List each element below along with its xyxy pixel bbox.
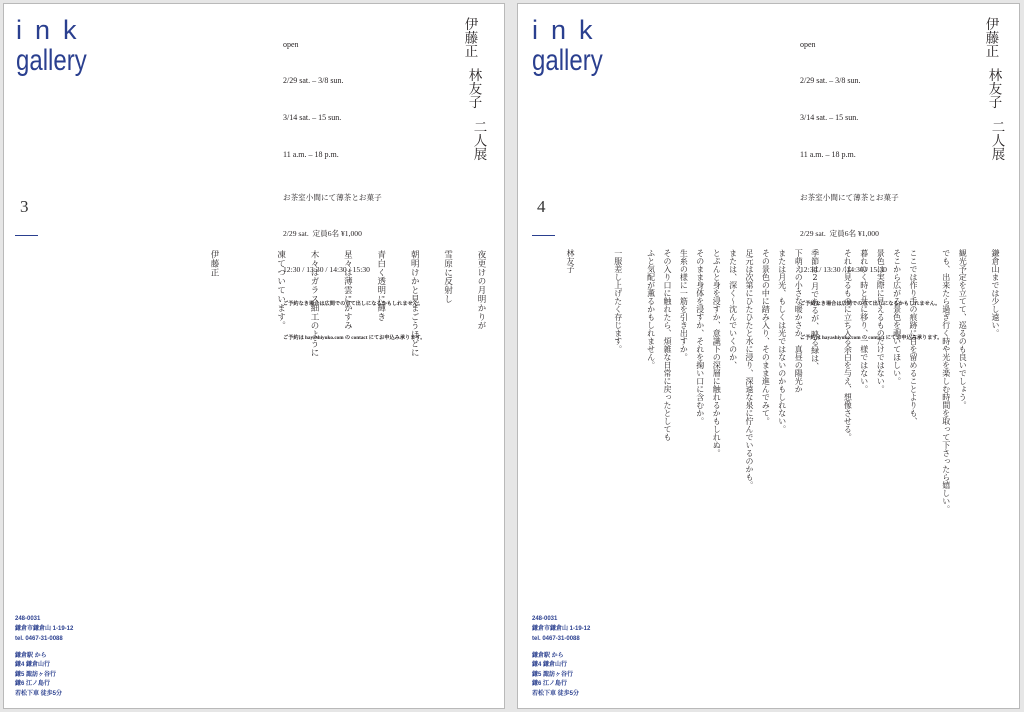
tea-note-1: ご予約なき場合は広間での点て出しになるかもしれません。 xyxy=(800,301,941,308)
essay-line: ふと気配が薫るかもしれません。 xyxy=(646,249,656,369)
title-label: 二人展 xyxy=(988,120,1005,161)
poem-line: 木々はガラス細工のように xyxy=(309,250,319,357)
poem-line: 夜更けの月明かりが xyxy=(476,250,486,331)
exhibition-info xyxy=(283,14,425,367)
essay-line: とぷんと身を浸すか、意識下の深層に触れるかもしれぬ。 xyxy=(712,249,722,457)
address-block xyxy=(15,615,73,699)
title-artist-2: 林友子 xyxy=(985,68,1002,109)
title-artist-2: 林友子 xyxy=(465,68,482,109)
poem-line: 星々は薄雲にかすみ xyxy=(342,250,353,331)
access-line: 鎌5 諏訪ヶ谷行 xyxy=(532,671,574,678)
tea-times: 12:30 / 13:30 / 14:30 / 15:30 xyxy=(800,265,887,275)
essay-line: ここでは作り手の痕跡に目を留めることよりも、 xyxy=(909,249,918,425)
street-address: 鎌倉市鎌倉山 1-19-12 xyxy=(532,625,591,632)
page-number: 4 xyxy=(537,197,546,216)
page-number-rule xyxy=(532,235,555,236)
postal-code: 248-0031 xyxy=(15,616,41,622)
essay-line: 下萌えの小さな暖かさか、真昼の陽光か xyxy=(794,249,804,393)
tea-title: お茶室小間にて薄茶とお菓子 xyxy=(800,192,899,202)
tea-detail: 2/29 sat. 定員6名 ¥1,000 xyxy=(283,228,362,238)
street-address: 鎌倉市鎌倉山 1-19-12 xyxy=(15,625,74,632)
title-artist-1: 伊藤正 xyxy=(982,17,999,58)
access-line: 鎌6 江ノ島行 xyxy=(532,681,568,688)
title-label: 二人展 xyxy=(470,120,487,161)
tea-note-1: ご予約なき場合は広間での点て出しになるかもしれません。 xyxy=(283,301,424,308)
page-number-rule xyxy=(15,235,38,236)
essay-line: または月光、もしくは光ではないのかもしれない。 xyxy=(777,249,787,433)
postal-code: 248-0031 xyxy=(532,616,558,622)
essay-line: 生糸の様に一筋を引き出すか。 xyxy=(679,249,689,361)
essay-line: でも、出来たら過ぎ行く時や光を楽しむ時間を取って下さったら嬉しい。 xyxy=(941,249,951,513)
telephone: tel. 0467-31-0088 xyxy=(532,635,580,642)
essay-line: 足元は次第にひたひたと水に浸り、深遠な泉に佇んでいるのかも。 xyxy=(745,249,754,489)
open-label: open xyxy=(800,39,816,49)
essay-line: または、深く〜沈んでいくのか、 xyxy=(728,249,738,369)
page-3 xyxy=(3,3,505,709)
open-hours: 11 a.m. – 18 p.m. xyxy=(283,150,339,160)
access-line: 鎌5 諏訪ヶ谷行 xyxy=(15,671,57,678)
telephone: tel. 0467-31-0088 xyxy=(15,635,63,642)
access-line: 鎌6 江ノ島行 xyxy=(15,681,51,688)
author-name: 伊藤正 xyxy=(209,250,219,277)
logo-gallery: gallery xyxy=(16,44,87,77)
essay-line: その景色の中に踏み入り、そのまま進んでみて。 xyxy=(761,249,771,425)
tea-title: お茶室小間にて薄茶とお菓子 xyxy=(283,192,382,202)
poem-line: 凍てついています。 xyxy=(275,250,286,331)
essay-line: その入り口に触れたら、煩雑な日常に戻ったとしても xyxy=(663,249,672,441)
tea-note-2: ご予約は hayashiyuko.com の contact にてお申込み承ります。 xyxy=(283,334,426,341)
access-line: 若松下車 徒歩5分 xyxy=(15,690,63,697)
tea-times: 12:30 / 13:30 / 14:30 / 15:30 xyxy=(283,265,370,275)
essay-line: それは見るものに立ち入る余白を与え、想像させる。 xyxy=(843,249,853,441)
title-artist-1: 伊藤正 xyxy=(461,17,478,58)
essay-line: 季節は2月であるが、映る緑は、 xyxy=(810,249,820,370)
logo-ink: ink xyxy=(16,15,90,45)
access-line: 鎌4 鎌倉山行 xyxy=(15,662,51,669)
essay-line: そこから広がる景色を覗いてほしい。 xyxy=(892,249,902,385)
essay-line: 暮れゆく時と共に移り、一様ではない。 xyxy=(859,249,869,393)
access-line: 鎌倉駅 から xyxy=(15,652,47,659)
essay-line: そのまま身体を浸すか、それを掬い口に含むか。 xyxy=(695,249,705,425)
poem-line: 朝明けかと見まごうほどに xyxy=(409,250,420,357)
author-name: 林友子 xyxy=(566,249,575,273)
poem-line: 雪原に反射し xyxy=(442,250,453,304)
poem-line: 青白く透明に輝き xyxy=(375,250,386,322)
open-dates-1: 2/29 sat. – 3/8 sun. xyxy=(283,76,344,86)
logo-ink: ink xyxy=(532,15,606,45)
exhibition-info xyxy=(800,14,942,367)
open-dates-2: 3/14 sat. – 15 sun. xyxy=(800,113,859,123)
address-block xyxy=(532,615,590,699)
logo-gallery: gallery xyxy=(532,44,603,77)
open-label: open xyxy=(283,39,299,49)
essay-line: 景色は実際に見えるものだけではない。 xyxy=(876,249,886,393)
page-number: 3 xyxy=(20,197,29,216)
access-line: 鎌倉駅 から xyxy=(532,652,564,659)
open-hours: 11 a.m. – 18 p.m. xyxy=(800,150,856,160)
open-dates-1: 2/29 sat. – 3/8 sun. xyxy=(800,76,861,86)
essay-line: 観光予定を立てて、巡るのも良いでしょう。 xyxy=(958,249,968,409)
tea-note-2: ご予約は hayashiyuko.com の contact にてお申込み承ります。 xyxy=(800,334,943,341)
open-dates-2: 3/14 sat. – 15 sun. xyxy=(283,113,342,123)
tea-detail: 2/29 sat. 定員6名 ¥1,000 xyxy=(800,228,879,238)
access-line: 若松下車 徒歩5分 xyxy=(532,690,580,697)
essay-line: 鎌倉山までは少し遠い。 xyxy=(991,249,1000,337)
essay-line: 一服差し上げたく存じます。 xyxy=(613,249,623,353)
access-line: 鎌4 鎌倉山行 xyxy=(532,662,568,669)
page-4 xyxy=(517,3,1020,709)
